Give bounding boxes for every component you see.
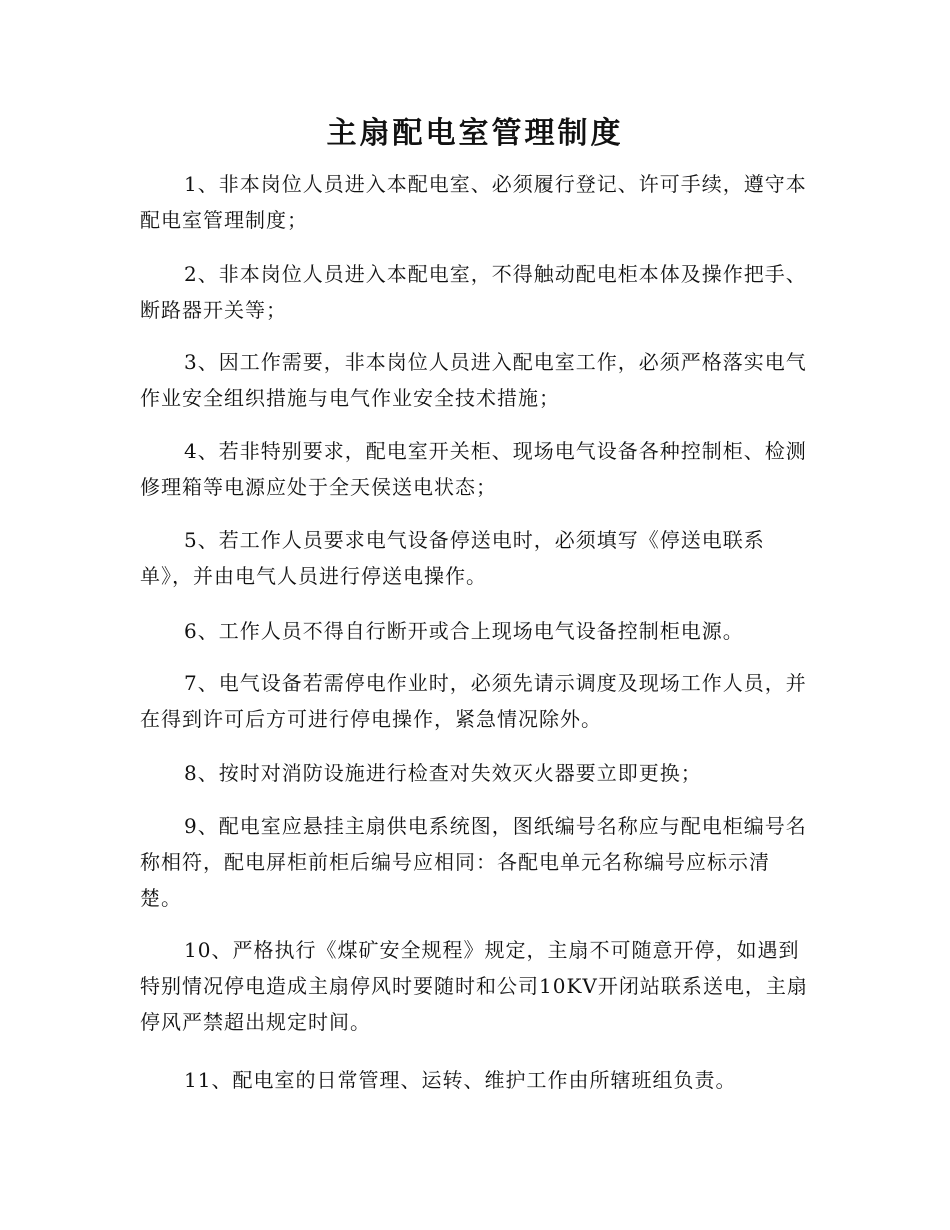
rule-item-1: 1、非本岗位人员进入本配电室、必须履行登记、许可手续，遵守本配电室管理制度； xyxy=(140,172,807,232)
rule-item-9: 9、配电室应悬挂主扇供电系统图，图纸编号名称应与配电柜编号名称相符，配电屏柜前柜后编号应相同：各配电单元名称编号应标示清楚。 xyxy=(140,814,807,910)
rule-item-2: 2、非本岗位人员进入本配电室，不得触动配电柜本体及操作把手、断路器开关等； xyxy=(140,262,807,322)
rule-item-11: 11、配电室的日常管理、运转、维护工作由所辖班组负责。 xyxy=(184,1068,737,1092)
page-title: 主扇配电室管理制度 xyxy=(326,116,624,151)
rule-item-8: 8、按时对消防设施进行检查对失效灭火器要立即更换； xyxy=(184,761,702,785)
rule-item-6: 6、工作人员不得自行断开或合上现场电气设备控制柜电源。 xyxy=(184,619,744,643)
rule-item-4: 4、若非特别要求，配电室开关柜、现场电气设备各种控制柜、检测修理箱等电源应处于全天侯送电状态； xyxy=(140,439,807,499)
rule-item-10: 10、严格执行《煤矿安全规程》规定，主扇不可随意开停，如遇到特别情况停电造成主扇停风时要随时和公司10KV开闭站联系送电，主扇停风严禁超出规定时间。 xyxy=(140,938,808,1034)
rule-item-5: 5、若工作人员要求电气设备停送电时，必须填写《停送电联系单》，并由电气人员进行停送电操作。 xyxy=(140,528,765,588)
rule-item-3: 3、因工作需要，非本岗位人员进入配电室工作，必须严格落实电气作业安全组织措施与电气作业安全技术措施； xyxy=(140,350,807,410)
rule-item-7: 7、电气设备若需停电作业时，必须先请示调度及现场工作人员，并在得到许可后方可进行停电操作，紧急情况除外。 xyxy=(140,671,807,731)
